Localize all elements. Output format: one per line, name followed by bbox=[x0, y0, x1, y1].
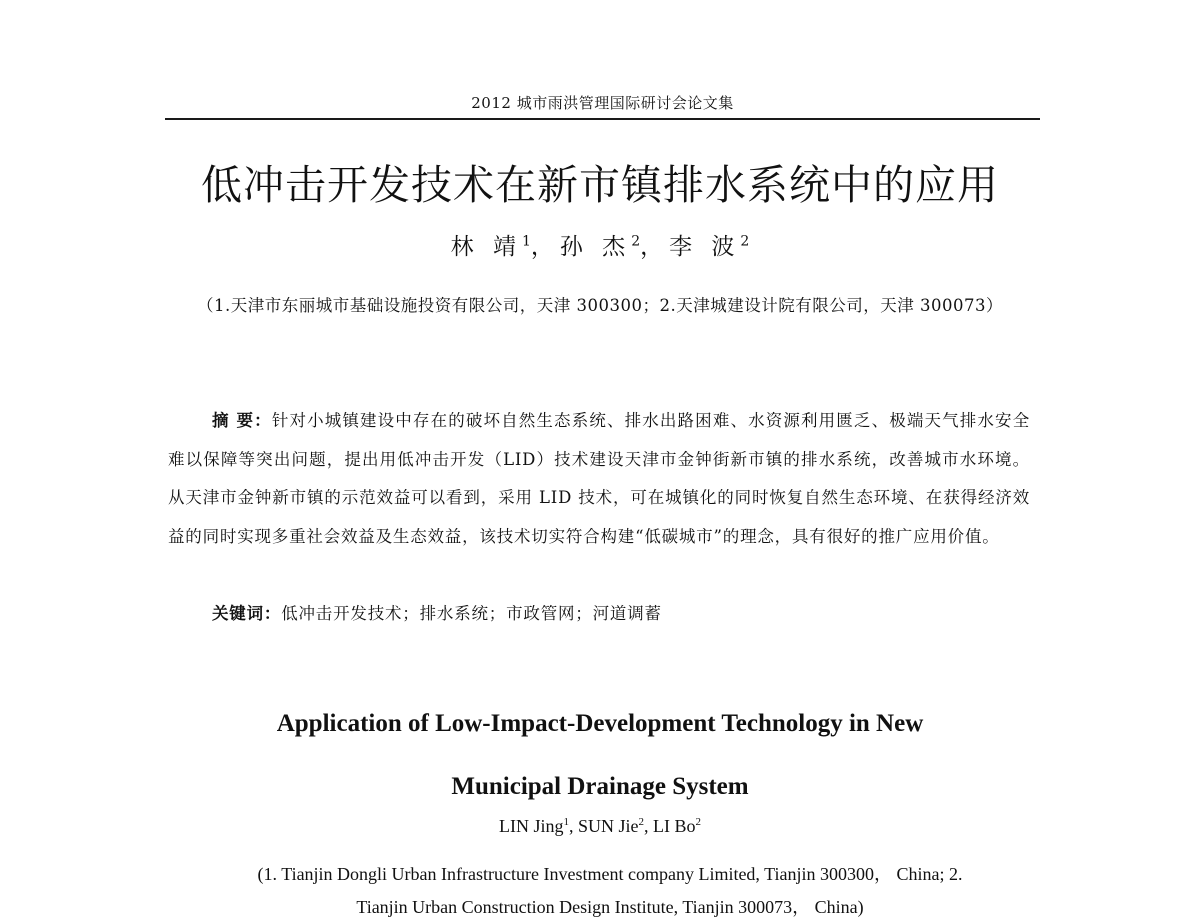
running-header: 2012 城市雨洪管理国际研讨会论文集 bbox=[471, 94, 734, 112]
en-author-separator: , bbox=[644, 816, 653, 836]
cn-author-sup: 2 bbox=[740, 233, 750, 250]
keywords-text: 低冲击开发技术；排水系统；市政管网；河道调蓄 bbox=[281, 604, 662, 623]
cn-author-name: 林 靖 bbox=[450, 234, 522, 260]
chinese-keywords bbox=[212, 600, 1032, 624]
abstract-label: 摘 要： bbox=[212, 411, 272, 430]
cn-author-sup: 2 bbox=[631, 233, 641, 250]
keywords-label: 关键词： bbox=[212, 604, 282, 623]
english-affiliation-line-2: Tianjin Urban Construction Design Institute, Tianjin 300073， China) bbox=[356, 897, 864, 917]
en-author-sup: 2 bbox=[638, 816, 644, 828]
english-title bbox=[150, 692, 1050, 818]
en-author-sup: 2 bbox=[695, 816, 701, 828]
en-author-sup: 1 bbox=[563, 816, 569, 828]
chinese-title: 低冲击开发技术在新市镇排水系统中的应用 bbox=[201, 161, 999, 209]
en-author-name: LIN Jing bbox=[498, 816, 564, 836]
cn-author-separator: ， bbox=[640, 234, 670, 260]
chinese-authors bbox=[300, 228, 900, 261]
english-authors bbox=[300, 816, 900, 837]
english-affiliation-line-1: (1. Tianjin Dongli Urban Infrastructure Investment company Limited, Tianjin 300300， China; 2. bbox=[257, 864, 963, 884]
english-title-line-2: Municipal Drainage System bbox=[451, 773, 749, 800]
cn-author-separator: ， bbox=[530, 234, 560, 260]
cn-author-name: 李 波 bbox=[669, 234, 741, 260]
cn-author-name: 孙 杰 bbox=[559, 234, 632, 260]
en-author-name: LI Bo bbox=[653, 816, 696, 836]
english-title-line-1: Application of Low-Impact-Development Technology in New bbox=[276, 710, 924, 737]
chinese-abstract bbox=[168, 402, 1030, 556]
en-author-name: SUN Jie bbox=[577, 816, 639, 836]
cn-author-sup: 1 bbox=[521, 233, 531, 250]
header-rule bbox=[165, 118, 1040, 120]
chinese-affiliation: （1.天津市东丽城市基础设施投资有限公司，天津 300300；2.天津城建设计院有限公司，天津 300073） bbox=[197, 296, 1003, 315]
en-author-separator: , bbox=[568, 816, 578, 836]
abstract-text: 针对小城镇建设中存在的破坏自然生态系统、排水出路困难、水资源利用匮乏、极端天气排水安全难以保障等突出问题，提出用低冲击开发（LID）技术建设天津市金钟街新市镇的排水系统，改善城市水环境。从天津市金钟新市镇的示范效益可以看到，采用 LID 技术，可在城镇化的同时恢复自然生态环境、在获得经济效益的同时实现多重社会效益及生态效益，该技术切实符合构建“低碳城市”的理念，具有很好的推广应用价值。 bbox=[168, 411, 1030, 546]
